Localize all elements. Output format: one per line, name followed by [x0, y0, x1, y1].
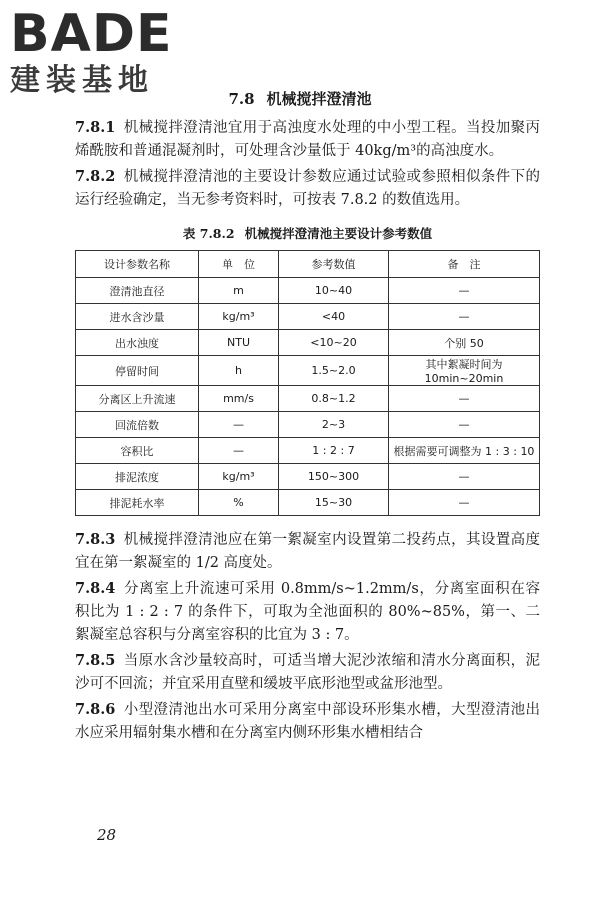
- table-cell: %: [199, 490, 279, 516]
- table-cell: 个别 50: [389, 330, 540, 356]
- header-cell: 备 注: [389, 251, 540, 278]
- page-number: 28: [97, 826, 117, 844]
- table-cell: 停留时间: [76, 356, 199, 386]
- table-cell: 澄清池直径: [76, 278, 199, 304]
- table-row: [76, 330, 540, 356]
- table-cell: —: [389, 386, 540, 412]
- table-cell: 150~300: [279, 464, 389, 490]
- clause-text: 机械搅拌澄清池宜用于高浊度水处理的中小型工程。当投加聚丙烯酰胺和普通混凝剂时，可处理含沙量低于 40kg/m³的高浊度水。: [75, 120, 540, 159]
- clause-paragraph: [75, 649, 540, 696]
- clause-paragraph: [75, 116, 540, 163]
- clause-text: 机械搅拌澄清池应在第一絮凝室内设置第二投药点，其设置高度宜在第一絮凝室的 1/2 高度处。: [75, 532, 540, 571]
- section-title: 机械搅拌澄清池: [266, 90, 372, 108]
- table-row: [76, 386, 540, 412]
- table-caption: [75, 224, 540, 242]
- clause-number: 7.8.2: [75, 168, 116, 185]
- table-cell: 10~40: [279, 278, 389, 304]
- table-row: [76, 278, 540, 304]
- table-cell: —: [389, 412, 540, 438]
- clause-paragraph: [75, 698, 540, 745]
- clause-paragraph: [75, 165, 540, 212]
- table-number: 表 7.8.2: [182, 226, 235, 241]
- table-cell: <40: [279, 304, 389, 330]
- table-cell: 0.8~1.2: [279, 386, 389, 412]
- table-cell: —: [389, 278, 540, 304]
- table-cell: —: [199, 438, 279, 464]
- table-cell: 1.5~2.0: [279, 356, 389, 386]
- table-cell: 出水浊度: [76, 330, 199, 356]
- clause-text: 当原水含沙量较高时，可适当增大泥沙浓缩和清水分离面积，泥沙可不回流；并宜采用直壁和缓坡平底形池型或盆形池型。: [75, 653, 540, 692]
- table-cell: 1 : 2 : 7: [279, 438, 389, 464]
- clause-paragraph: [75, 528, 540, 575]
- clause-text: 小型澄清池出水可采用分离室中部设环形集水槽，大型澄清池出水应采用辐射集水槽和在分离室内侧环形集水槽相结合: [75, 702, 540, 741]
- table-cell: 排泥耗水率: [76, 490, 199, 516]
- clause-paragraph: [75, 577, 540, 647]
- clause-number: 7.8.4: [75, 580, 116, 597]
- page-content: [75, 116, 540, 747]
- section-heading: [0, 88, 600, 109]
- table-row: [76, 490, 540, 516]
- table-cell: 回流倍数: [76, 412, 199, 438]
- section-number: 7.8: [228, 90, 255, 108]
- table-cell: —: [389, 304, 540, 330]
- brand-logo: [10, 6, 200, 98]
- table-cell: 其中絮凝时间为 10min~20min: [389, 356, 540, 386]
- header-cell: 参考数值: [279, 251, 389, 278]
- table-cell: —: [389, 464, 540, 490]
- table-cell: h: [199, 356, 279, 386]
- table-cell: NTU: [199, 330, 279, 356]
- clause-number: 7.8.6: [75, 701, 116, 718]
- table-cell: 15~30: [279, 490, 389, 516]
- logo-subtitle: 建装基地: [10, 63, 154, 98]
- logo-wordmark: BADE: [10, 4, 173, 64]
- clause-text: 分离室上升流速可采用 0.8mm/s~1.2mm/s，分离室面积在容积比为 1 : 2 : 7 的条件下，可取为全池面积的 80%~85%，第一、二絮凝室总容积与分离室容积的比宜为 3 : 7。: [75, 581, 540, 643]
- table-cell: —: [199, 412, 279, 438]
- clause-text: 机械搅拌澄清池的主要设计参数应通过试验或参照相似条件下的运行经验确定，当无参考资料时，可按表 7.8.2 的数值选用。: [75, 169, 540, 208]
- table-cell: kg/m³: [199, 464, 279, 490]
- table-row: [76, 304, 540, 330]
- table-cell: m: [199, 278, 279, 304]
- parameter-table: [75, 250, 540, 516]
- table-header-row: [76, 251, 540, 278]
- clause-number: 7.8.3: [75, 531, 116, 548]
- table-row: [76, 438, 540, 464]
- table-row: [76, 464, 540, 490]
- table-cell: 进水含沙量: [76, 304, 199, 330]
- table-cell: 2~3: [279, 412, 389, 438]
- table-cell: kg/m³: [199, 304, 279, 330]
- table-cell: <10~20: [279, 330, 389, 356]
- table-cell: mm/s: [199, 386, 279, 412]
- table-cell: —: [389, 490, 540, 516]
- header-cell: 设计参数名称: [76, 251, 199, 278]
- table-row: [76, 356, 540, 386]
- table-cell: 容积比: [76, 438, 199, 464]
- table-cell: 根据需要可调整为 1 : 3 : 10: [389, 438, 540, 464]
- clause-number: 7.8.1: [75, 119, 116, 136]
- clause-number: 7.8.5: [75, 652, 116, 669]
- table-cell: 排泥浓度: [76, 464, 199, 490]
- table-row: [76, 412, 540, 438]
- table-title: 机械搅拌澄清池主要设计参考数值: [244, 226, 433, 241]
- header-cell: 单 位: [199, 251, 279, 278]
- table-cell: 分离区上升流速: [76, 386, 199, 412]
